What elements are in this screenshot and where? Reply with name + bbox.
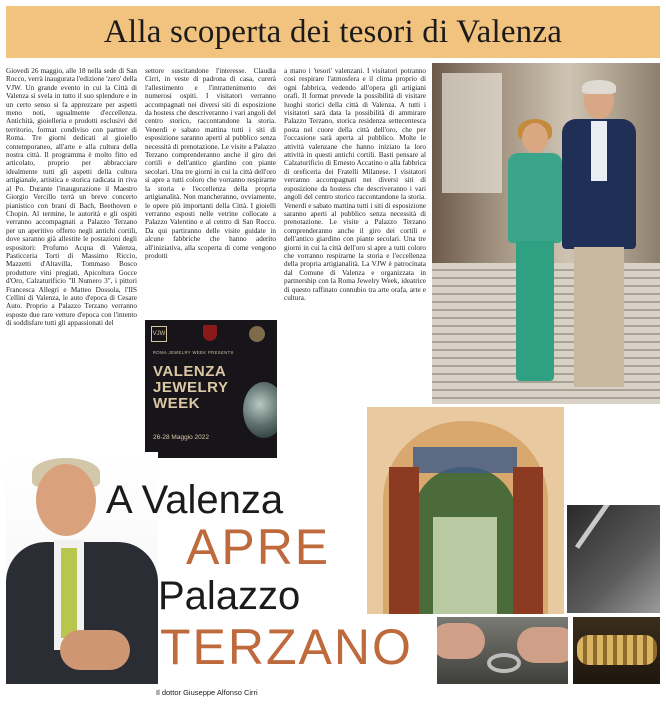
article-column-1 — [6, 67, 137, 402]
tool — [575, 505, 631, 549]
couple-photo — [432, 63, 660, 404]
painted-ceiling — [413, 447, 517, 473]
headline-line-2: APRE — [186, 519, 331, 575]
ad-subtitle: ROMA JEWELRY WEEK PRESENTS — [153, 350, 234, 355]
valenza-jewelry-week-ad — [145, 320, 277, 458]
goldsmith-hands-photo — [437, 617, 568, 684]
trousers — [516, 241, 554, 381]
head — [36, 464, 96, 536]
article-column-2 — [145, 67, 276, 315]
ad-title — [153, 364, 228, 412]
ad-title-line: VALENZA — [153, 363, 227, 380]
article-text: Giovedì 26 maggio, alle 18 nella sede di San Rocco, verrà inaugurata l'edizione 'zero' della VJW. Un grande evento in cui la Città di Valenza si svela in tutto il suo splendore e in un certo senso si fa apprezzare per aspetti meno noti, ugualmente d'eccellenza. Antichità, gioielleria e prodotti esclusivi del territorio, format condiviso con partner di Roma. Tre giorni dedicati al gioiello contemporaneo, all'arte e alla cultura della nostra città. Il programma è molto fitto ed articolato, proprio per abbracciare idealmente tutti gli aspetti della cultura artigianale, artistica e storica radicata in riva al Po. Durante l'inaugurazione il Maestro Giorgio Vercillo terrà un breve concerto pianistico con brani di Bach, Beethoven e Chopin. Al termine, le autorità e gli ospiti verranno accompagnati a Palazzo Terzano per un aperitivo offerto negli antichi cortili, dove saranno già allestite le postazioni degli espositori: Profumo Acqua di Valenza, Pasticceria Torti di Massimo Riccio, Mazzetti d'Altavilla, Tommaso Bosco produttore vini pregiati, Apicoltura Gocce d'Oro, Calzaturificio "Il Numero 3", i pittori Francesca Allegri e Matteo Dossola, l'IIS Cellini di Valenza, le auto d'epoca di Cesare Auto. Proprio a Palazzo Terzano verranno esposte due rare vetture d'epoca con l'intento di soddisfare tutti gli appassionati del — [6, 67, 137, 328]
tie — [61, 548, 77, 638]
man-figure — [556, 83, 642, 398]
palazzo-door-photo — [367, 407, 564, 614]
vjw-logo-icon: VJW — [151, 326, 167, 342]
ad-dates: 26-28 Maggio 2022 — [153, 434, 210, 441]
ad-title-line: WEEK — [153, 395, 200, 412]
gold-band — [577, 635, 657, 665]
top — [508, 153, 562, 243]
hair — [582, 80, 616, 94]
title-banner — [6, 6, 660, 58]
headline-line-4: TERZANO — [160, 619, 413, 675]
trousers — [574, 247, 624, 387]
shirt — [591, 121, 607, 181]
photo-window — [442, 73, 502, 193]
ring — [487, 653, 521, 673]
gold-jewel-photo — [573, 617, 660, 684]
garden-light — [433, 517, 497, 614]
hand — [437, 623, 485, 659]
article-column-3 — [284, 67, 426, 402]
article-text: settore suscitandone l'interesse. Claudia Cirri, in veste di padrona di casa, curerà l'allestimento e l'intrattenimento dei numerosi ospiti. I visitatori verranno accompagnati nei diversi siti di esposizione da hostess che descriveranno i vari angoli del centro storico, raccontandone la storia. Venerdì e sabato mattina tutti i siti di esposizione saranno aperti al pubblico senza necessità di prenotazione. Le visite a Palazzo Terzano comprenderanno anche il giro dei cortili e dell'antico giardino con piante secolari. Una tre giorni in cui la città dell'oro si apre a tutti coloro che vorranno respirarne la storia e l'eccellenza della propria artigianalità. Non mancheranno, ovviamente, le opere più importanti della Città. I gioielli verranno esposti nelle vetrine collocate a Palazzo Valentino e al centro di San Rocco. Da qui partiranno delle visite guidate in alcune fabbriche che hanno aderito all'iniziativa, alla scoperta di come vengono prodotti — [145, 67, 276, 260]
door-right — [513, 467, 543, 614]
partner-seal-icon — [249, 326, 265, 342]
headline-line-1: A Valenza — [106, 478, 284, 522]
article-text: a mano i 'tesori' valenzani. I visitatori potranno così respirare l'atmosfera e il clima proprio di ogni fabbrica, vedendo all'opera gli artigiani orafi. Il format prevede la possibilità di visitare luoghi storici della città di Valenza. A tutti i visitatori sarà data la possibilità di ammirare Palazzo Terzano, storica residenza settecentesca posta nel cuore della città dell'oro, che per l'occasione sarà aperta al pubblico. Molte le attività valenzane che hanno iniziato la loro attività in questi antichi cortili. Basti pensare al Calzaturificio di Ernesto Accatino o alla fabbrica di oreficeria dei Fratelli Milanese. I visitatori verranno accompagnati nei diversi siti di esposizione da hostess che descriveranno i vari angoli del centro storico raccontandone la storia. Venerdì e sabato mattina tutti i siti di esposizione saranno aperti al pubblico senza necessità di prenotazione. Le visite a Palazzo Terzano comprenderanno anche il giro dei cortili e dell'antico giardino con piante secolari. Una tre giorni in cui la città dell'oro si apre a tutti coloro che vorranno respirarne la storia e l'eccellenza della propria artigianalità. La VJW è patrocinata dal Comune di Valenza e organizzata in partnership con la Roma Jewelry Week, ideatrice di questo raffinato connubio tra arte orafa, arte e cultura. — [284, 67, 426, 302]
door-left — [389, 467, 419, 614]
headline-line-3: Palazzo — [158, 574, 301, 618]
photo-caption: Il dottor Giuseppe Alfonso Cirri — [156, 688, 258, 697]
head — [522, 123, 548, 153]
hand — [517, 627, 568, 663]
goldsmith-tool-photo — [567, 505, 660, 613]
page-title: Alla scoperta dei tesori di Valenza — [103, 13, 563, 50]
jewel-globe-icon — [243, 382, 277, 438]
ad-title-line: JEWELRY — [153, 379, 229, 396]
city-crest-icon — [203, 325, 217, 341]
